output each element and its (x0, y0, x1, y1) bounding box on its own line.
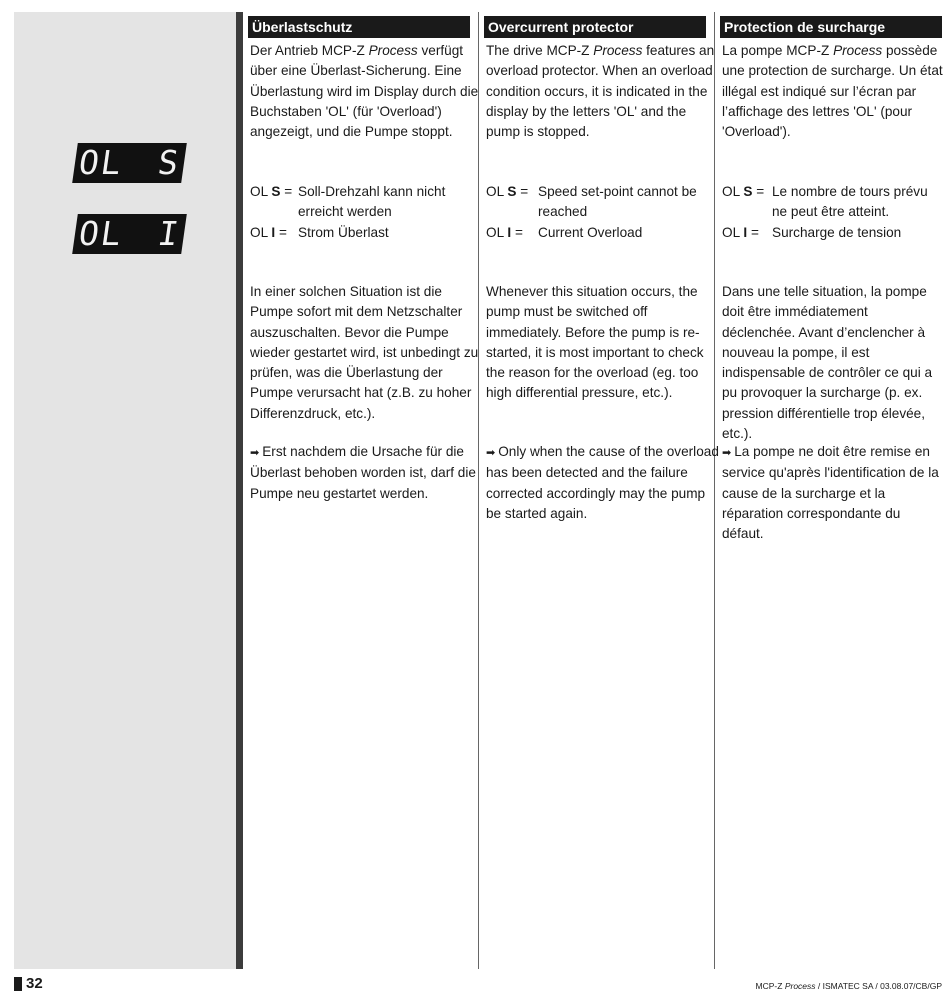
situation-paragraph-de: In einer solchen Situation ist die Pumpe sofort mit dem Netzschalter auszuschalten. Bevor die Pumpe wieder gestartet wird, ist unbedingt zu prüfen, was die Überlastung der Pumpe verursacht hat (z.B. zu hoher Differenzdruck, etc.). (250, 284, 479, 421)
code-row-s (250, 182, 486, 223)
code-key (250, 223, 298, 243)
note-text: Only when the cause of the overload has been detected and the failure corrected accordingly may the pump be started again. (486, 444, 719, 521)
code-equals: = (752, 184, 765, 199)
note-paragraph-de (250, 442, 486, 504)
codes-list-de (250, 182, 486, 242)
product-name: Process (368, 43, 418, 58)
code-key (250, 182, 298, 223)
display-ol-i-left: OL (76, 214, 126, 253)
section-heading-de: Überlastschutz (248, 16, 470, 38)
code-description: Le nombre de tours prévu ne peut être atteint. (772, 184, 928, 220)
code-prefix: OL (486, 224, 508, 240)
code-letter: S (271, 184, 281, 199)
code-description: Soll-Drehzahl kann nicht erreicht werden (298, 184, 446, 220)
doc-ref-suffix: / ISMATEC SA / 03.08.07/CB/GP (815, 981, 942, 991)
arrow-right-icon: ➡ (486, 447, 496, 459)
code-letter: I (507, 224, 512, 240)
code-description: Surcharge de tension (772, 224, 902, 240)
code-equals: = (516, 184, 529, 199)
code-prefix: OL (722, 224, 744, 240)
code-key (486, 182, 538, 223)
product-name: Process (833, 43, 883, 58)
code-equals: = (275, 224, 287, 240)
intro-text: Der Antrieb MCP-Z (250, 43, 369, 58)
note-text: Erst nachdem die Ursache für die Überlast behoben worden ist, darf die Pumpe neu gestartet werden. (250, 444, 476, 501)
code-prefix: OL (486, 184, 508, 199)
code-row-i (486, 223, 722, 243)
code-row-i (722, 223, 944, 243)
page-number-marker (14, 977, 22, 991)
document-reference (756, 980, 942, 992)
code-key (486, 223, 538, 243)
code-equals: = (747, 224, 759, 240)
section-heading-en: Overcurrent protector (484, 16, 706, 38)
intro-text: features an overload protector. When an overload condition occurs, it is indicated in the display by the letters 'OL' and the pump is stopped. (486, 43, 715, 140)
code-equals: = (280, 184, 293, 199)
arrow-right-icon: ➡ (250, 447, 260, 459)
code-letter: S (507, 184, 517, 199)
code-row-s (486, 182, 722, 223)
codes-list-fr (722, 182, 944, 242)
code-key (722, 223, 772, 243)
note-paragraph-fr (722, 442, 944, 544)
page-number: 32 (26, 975, 43, 992)
arrow-right-icon: ➡ (722, 447, 732, 459)
code-description: Current Overload (538, 224, 643, 240)
intro-text: possède une protection de surcharge. Un état illégal est indiqué sur l’écran par l’affichage des lettres 'OL' (pour 'Overload'). (722, 43, 943, 140)
situation-paragraph-fr: Dans une telle situation, la pompe doit être immédiatement déclenchée. Avant d’enclencher à nouveau la pompe, il est indispensable de contrôler ce qui a pu provoquer la surcharge (p. ex. pression différentielle trop élevée, etc.). (722, 284, 933, 442)
code-prefix: OL (250, 184, 272, 199)
product-name: Process (593, 43, 643, 58)
code-letter: S (743, 184, 753, 199)
code-equals: = (511, 224, 523, 240)
code-description: Speed set-point cannot be reached (538, 184, 697, 220)
intro-text: La pompe MCP-Z (722, 43, 834, 58)
code-letter: I (271, 224, 276, 240)
intro-text: verfügt über eine Überlast-Sicherung. Eine Überlastung wird im Display durch die Buchstaben 'OL' (für 'Overload') angezeigt, und die Pumpe stoppt. (250, 43, 479, 140)
intro-text: The drive MCP-Z (486, 43, 594, 58)
code-key (722, 182, 772, 223)
column-german (250, 16, 486, 504)
code-row-i (250, 223, 486, 243)
intro-paragraph-en (486, 41, 722, 182)
column-english (486, 16, 722, 524)
column-french (722, 16, 944, 544)
display-ol-i (72, 214, 187, 254)
display-ol-s-right: S (155, 143, 183, 182)
code-description: Strom Überlast (298, 224, 389, 240)
section-heading-fr: Protection de surcharge (720, 16, 942, 38)
code-prefix: OL (250, 224, 272, 240)
situation-paragraph-en: Whenever this situation occurs, the pump must be switched off immediately. Before the pump is re-started, it is most important to check the reason for the overload (eg. too high differential pressure, etc.). (486, 284, 704, 401)
display-ol-s-left: OL (76, 143, 126, 182)
doc-ref-prefix: MCP-Z (755, 981, 785, 991)
doc-ref-product: Process (784, 981, 816, 991)
code-prefix: OL (722, 184, 744, 199)
note-paragraph-en (486, 442, 722, 524)
codes-list-en (486, 182, 722, 242)
note-text: La pompe ne doit être remise en service qu'après l'identification de la cause de la surcharge et la réparation correspondante du défaut. (722, 444, 939, 542)
code-letter: I (743, 224, 748, 240)
intro-paragraph-fr (722, 41, 944, 182)
display-ol-s (72, 143, 187, 183)
intro-paragraph-de (250, 41, 486, 182)
code-row-s (722, 182, 944, 223)
display-ol-i-right: I (155, 214, 183, 253)
margin-divider-bar (236, 12, 243, 969)
